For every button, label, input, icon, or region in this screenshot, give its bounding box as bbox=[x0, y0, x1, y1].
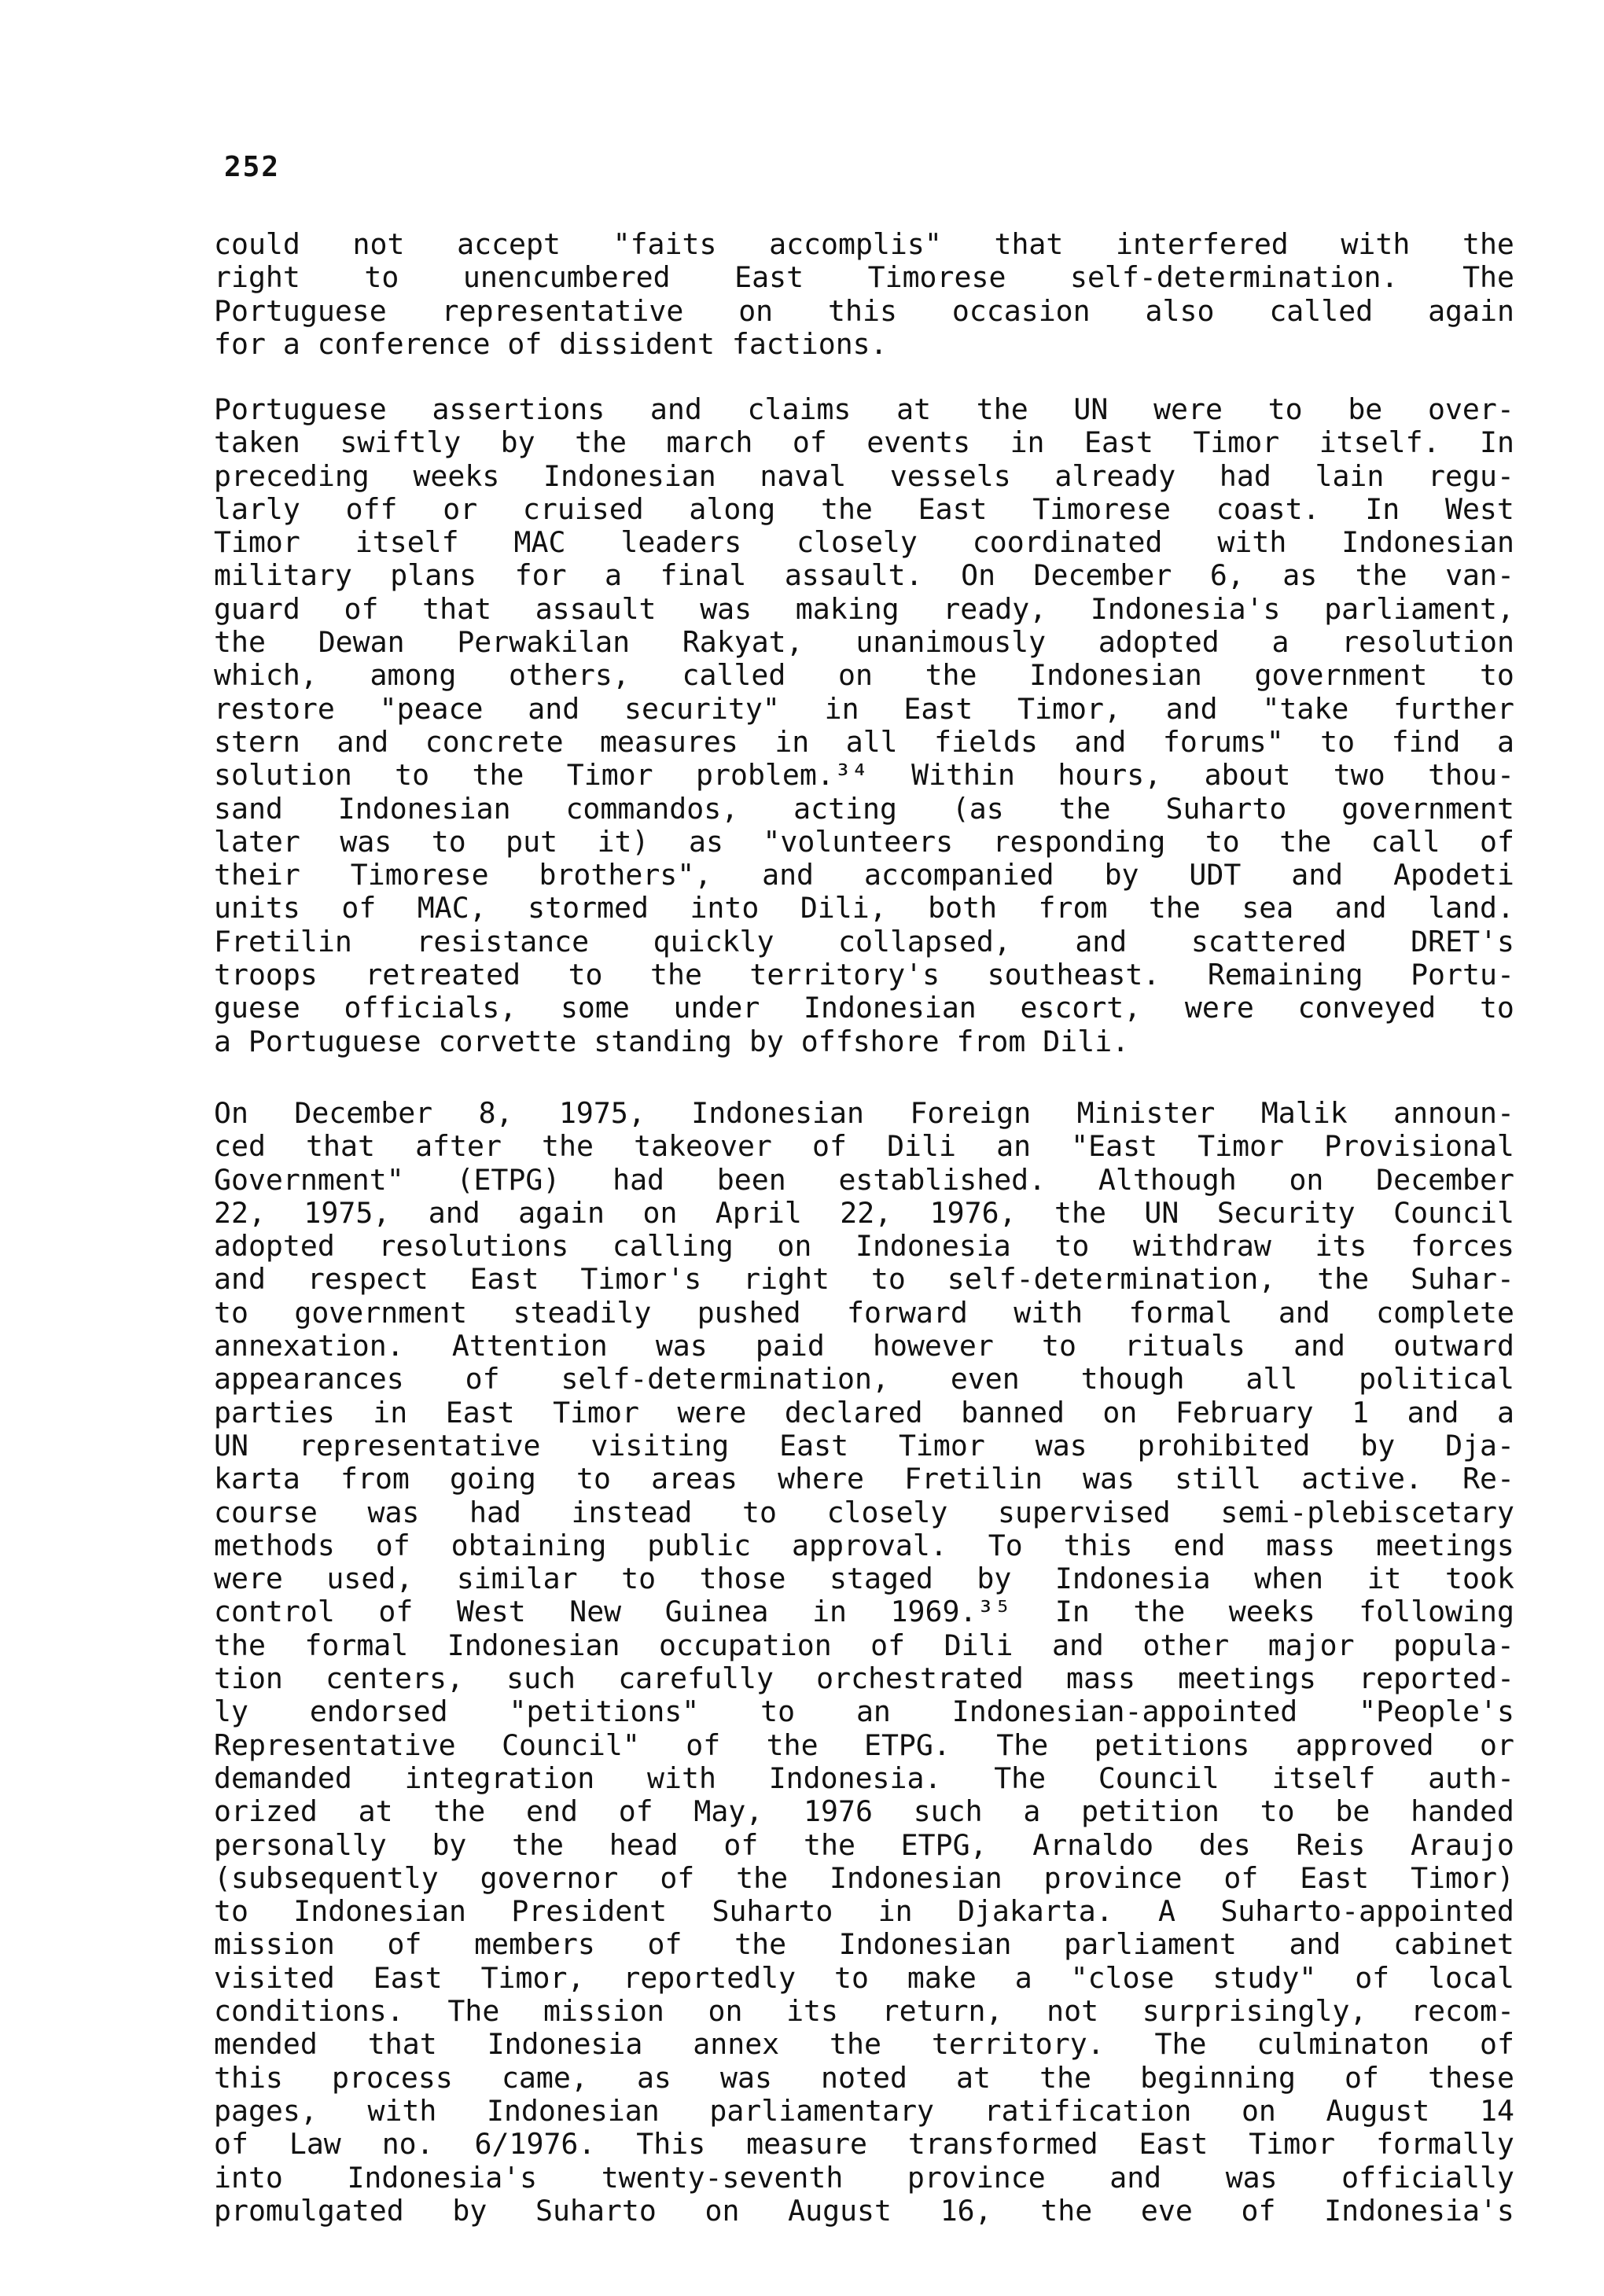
text-line: to Indonesian President Suharto in Djakarta. A Suharto-appointed bbox=[214, 1895, 1514, 1929]
text-line: of Law no. 6/1976. This measure transformed East Timor formally bbox=[214, 2128, 1514, 2162]
text-line: could not accept "faits accomplis" that interfered with the bbox=[214, 228, 1514, 261]
text-line: demanded integration with Indonesia. The Council itself auth- bbox=[214, 1761, 1514, 1795]
text-line: karta from going to areas where Fretilin was still active. Re- bbox=[214, 1463, 1514, 1496]
text-line: restore "peace and security" in East Timor, and "take further bbox=[214, 692, 1514, 726]
text-line: appearances of self-determination, even though all political bbox=[214, 1363, 1514, 1396]
text-line: adopted resolutions calling on Indonesia to withdraw its forces bbox=[214, 1230, 1514, 1264]
text-line: UN representative visiting East Timor was prohibited by Dja- bbox=[214, 1429, 1514, 1463]
text-line: stern and concrete measures in all fields and forums" to find a bbox=[214, 725, 1514, 759]
text-line: guese officials, some under Indonesian escort, were conveyed to bbox=[214, 992, 1514, 1025]
text-line: sand Indonesian commandos, acting (as the Suharto government bbox=[214, 792, 1514, 826]
text-line: methods of obtaining public approval. To this end mass meetings bbox=[214, 1529, 1514, 1562]
text-line: 22, 1975, and again on April 22, 1976, the UN Security Council bbox=[214, 1196, 1514, 1230]
text-line: a Portuguese corvette standing by offshore from Dili. bbox=[214, 1025, 1130, 1058]
text-line: (subsequently governor of the Indonesian province of East Timor) bbox=[214, 1861, 1514, 1895]
text-line: which, among others, called on the Indonesian government to bbox=[214, 659, 1514, 693]
text-line: control of West New Guinea in 1969.³⁵ In the weeks following bbox=[214, 1595, 1514, 1629]
text-line: pages, with Indonesian parliamentary ratification on August 14 bbox=[214, 2094, 1514, 2128]
text-line: preceding weeks Indonesian naval vessels already had lain regu- bbox=[214, 459, 1514, 493]
text-line: course was had instead to closely supervised semi-plebiscetary bbox=[214, 1496, 1514, 1529]
text-line: the formal Indonesian occupation of Dili and other major popula- bbox=[214, 1628, 1514, 1662]
text-line: Representative Council" of the ETPG. The petitions approved or bbox=[214, 1728, 1514, 1762]
text-line: to government steadily pushed forward with formal and complete bbox=[214, 1296, 1514, 1330]
text-line: Timor itself MAC leaders closely coordinated with Indonesian bbox=[214, 526, 1514, 560]
text-line: the Dewan Perwakilan Rakyat, unanimously adopted a resolution bbox=[214, 626, 1514, 660]
text-line: their Timorese brothers", and accompanied by UDT and Apodeti bbox=[214, 859, 1514, 892]
text-line: Government" (ETPG) had been established. Although on December bbox=[214, 1163, 1514, 1197]
text-line: were used, similar to those staged by Indonesia when it took bbox=[214, 1562, 1514, 1596]
text-line: Fretilin resistance quickly collapsed, and scattered DRET's bbox=[214, 925, 1514, 959]
text-line: mended that Indonesia annex the territory. The culminaton of bbox=[214, 2028, 1514, 2062]
text-line: troops retreated to the territory's southeast. Remaining Portu- bbox=[214, 959, 1514, 992]
text-line: parties in East Timor were declared banned on February 1 and a bbox=[214, 1396, 1514, 1429]
text-line: and respect East Timor's right to self-determination, the Suhar- bbox=[214, 1263, 1514, 1297]
page-number: 252 bbox=[224, 151, 281, 183]
text-line: units of MAC, stormed into Dili, both from the sea and land. bbox=[214, 892, 1514, 925]
text-line: annexation. Attention was paid however to rituals and outward bbox=[214, 1330, 1514, 1363]
text-line: promulgated by Suharto on August 16, the eve of Indonesia's bbox=[214, 2194, 1514, 2228]
text-line: visited East Timor, reportedly to make a "close study" of local bbox=[214, 1961, 1514, 1995]
text-line: orized at the end of May, 1976 such a petition to be handed bbox=[214, 1795, 1514, 1829]
text-line: conditions. The mission on its return, not surprisingly, recom- bbox=[214, 1995, 1514, 2029]
text-line: tion centers, such carefully orchestrated mass meetings reported- bbox=[214, 1662, 1514, 1696]
text-line: solution to the Timor problem.³⁴ Within hours, about two thou- bbox=[214, 759, 1514, 793]
text-line: taken swiftly by the march of events in East Timor itself. In bbox=[214, 426, 1514, 460]
text-line: mission of members of the Indonesian parliament and cabinet bbox=[214, 1928, 1514, 1962]
text-line: military plans for a final assault. On December 6, as the van- bbox=[214, 559, 1514, 593]
text-line: for a conference of dissident factions. bbox=[214, 327, 888, 361]
text-line: ly endorsed "petitions" to an Indonesian-appointed "People's bbox=[214, 1695, 1514, 1729]
text-line: personally by the head of the ETPG, Arnaldo des Reis Araujo bbox=[214, 1828, 1514, 1862]
paragraph bbox=[214, 1097, 1514, 2228]
text-line: Portuguese representative on this occasion also called again bbox=[214, 294, 1514, 328]
text-line: ced that after the takeover of Dili an "East Timor Provisional bbox=[214, 1130, 1514, 1164]
text-line: On December 8, 1975, Indonesian Foreign Minister Malik announ- bbox=[214, 1097, 1514, 1130]
text-line: larly off or cruised along the East Timorese coast. In West bbox=[214, 492, 1514, 526]
text-line: into Indonesia's twenty-seventh province and was officially bbox=[214, 2161, 1514, 2195]
text-line: later was to put it) as "volunteers responding to the call of bbox=[214, 825, 1514, 859]
text-line: guard of that assault was making ready, Indonesia's parliament, bbox=[214, 592, 1514, 626]
paragraph bbox=[214, 393, 1514, 1058]
paragraph bbox=[214, 228, 1514, 361]
text-line: this process came, as was noted at the beginning of these bbox=[214, 2061, 1514, 2095]
text-line: Portuguese assertions and claims at the UN were to be over- bbox=[214, 393, 1514, 426]
text-line: right to unencumbered East Timorese self-determination. The bbox=[214, 261, 1514, 295]
